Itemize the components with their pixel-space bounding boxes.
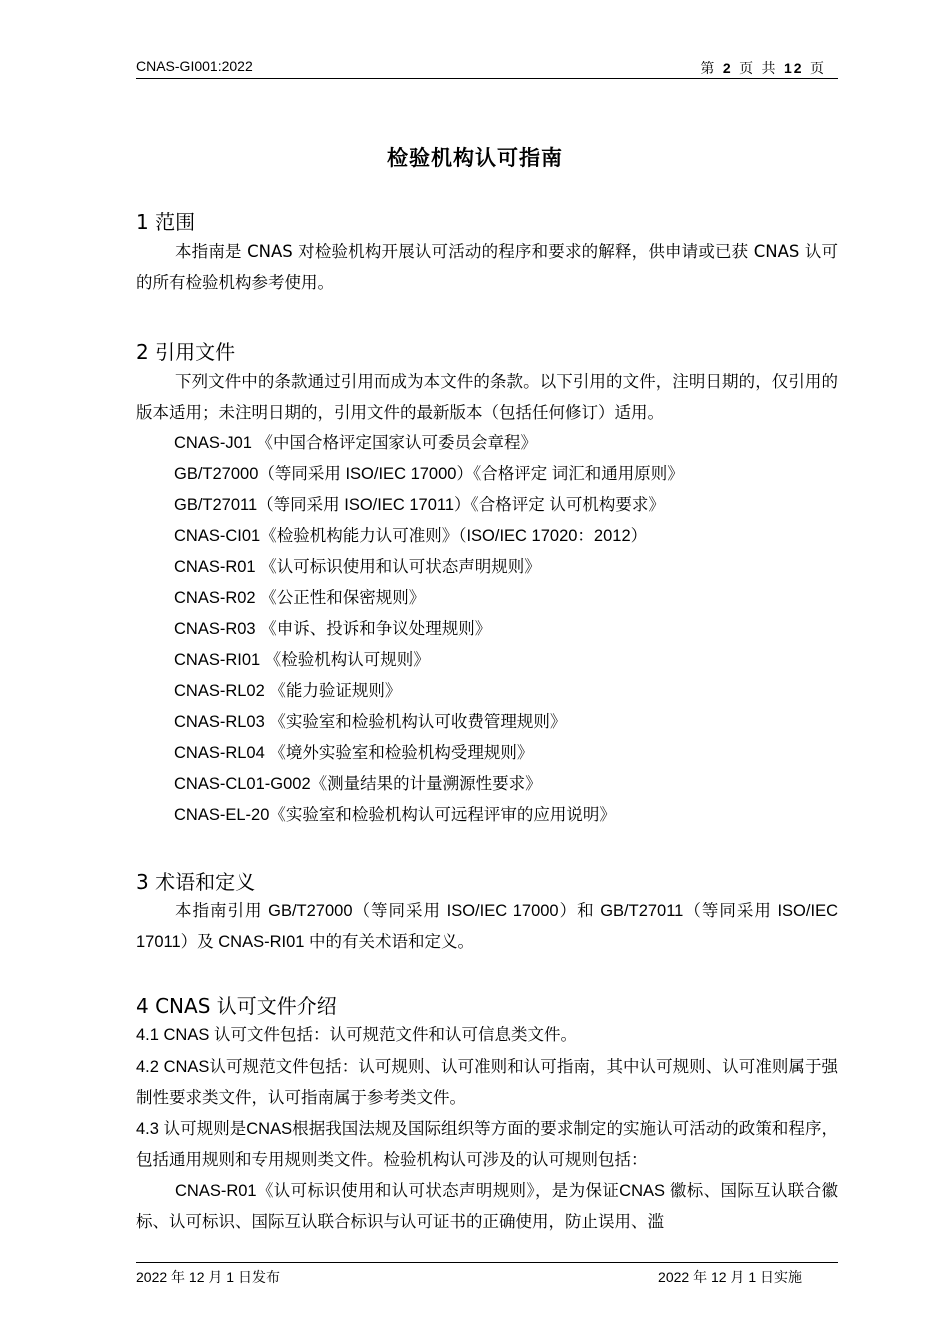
- section-1-text: 本指南是 CNAS 对检验机构开展认可活动的程序和要求的解释，供申请或已获 CNAS 认可的所有检验机构参考使用。: [136, 242, 838, 292]
- section-4-3: 4.3 认可规则是CNAS根据我国法规及国际组织等方面的要求制定的实施认可活动的政策和程序，包括通用规则和专用规则类文件。检验机构认可涉及的认可规则包括：: [136, 1120, 838, 1169]
- section-4-3-r01: CNAS-R01《认可标识使用和认可状态声明规则》，是为保证CNAS 徽标、国际互认联合徽标、认可标识、国际互认联合标识与认可证书的正确使用，防止误用、滥: [136, 1182, 838, 1231]
- section-2-text: 下列文件中的条款通过引用而成为本文件的条款。以下引用的文件，注明日期的，仅引用的版本适用；未注明日期的，引用文件的最新版本（包括任何修订）适用。: [136, 372, 838, 422]
- page-footer: [136, 1262, 838, 1285]
- section-3-text: 本指南引用 GB/T27000（等同采用 ISO/IEC 17000）和 GB/T27011（等同采用 ISO/IEC 17011）及 CNAS-RI01 中的有关术语和定义。: [136, 902, 838, 951]
- page-number: 第 2 页 共 12 页: [700, 60, 826, 77]
- section-1-heading: 1 范围: [136, 210, 196, 234]
- document-title: 检验机构认可指南: [387, 146, 563, 170]
- reference-item: CNAS-CL01-G002《测量结果的计量溯源性要求》: [174, 775, 542, 793]
- reference-item: CNAS-RI01 《检验机构认可规则》: [174, 651, 430, 669]
- reference-item: CNAS-EL-20《实验室和检验机构认可远程评审的应用说明》: [174, 806, 616, 824]
- section-4-2: 4.2 CNAS认可规范文件包括：认可规则、认可准则和认可指南，其中认可规则、认可准则属于强制性要求类文件，认可指南属于参考类文件。: [136, 1058, 838, 1107]
- doc-id: CNAS-GI001:2022: [136, 58, 253, 74]
- reference-item: GB/T27011（等同采用 ISO/IEC 17011）《合格评定 认可机构要求》: [174, 496, 665, 514]
- reference-item: GB/T27000（等同采用 ISO/IEC 17000）《合格评定 词汇和通用原则》: [174, 465, 684, 483]
- section-4-1: 4.1 CNAS 认可文件包括：认可规范文件和认可信息类文件。: [136, 1026, 577, 1044]
- section-2-heading: 2 引用文件: [136, 340, 236, 364]
- reference-item: CNAS-R03 《申诉、投诉和争议处理规则》: [174, 620, 492, 638]
- reference-item: CNAS-R01 《认可标识使用和认可状态声明规则》: [174, 558, 541, 576]
- reference-item: CNAS-RL02 《能力验证规则》: [174, 682, 402, 700]
- page-header: [136, 56, 838, 79]
- effective-date: 2022 年 12 月 1 日实施: [658, 1269, 802, 1285]
- section-4-heading: 4 CNAS 认可文件介绍: [136, 994, 337, 1018]
- section-3-heading: 3 术语和定义: [136, 870, 256, 894]
- reference-list: [174, 428, 684, 831]
- reference-item: CNAS-J01 《中国合格评定国家认可委员会章程》: [174, 434, 538, 452]
- reference-item: CNAS-R02 《公正性和保密规则》: [174, 589, 426, 607]
- reference-item: CNAS-RL04 《境外实验室和检验机构受理规则》: [174, 744, 534, 762]
- issue-date: 2022 年 12 月 1 日发布: [136, 1269, 280, 1285]
- reference-item: CNAS-RL03 《实验室和检验机构认可收费管理规则》: [174, 713, 567, 731]
- reference-item: CNAS-CI01《检验机构能力认可准则》（ISO/IEC 17020：2012）: [174, 527, 648, 545]
